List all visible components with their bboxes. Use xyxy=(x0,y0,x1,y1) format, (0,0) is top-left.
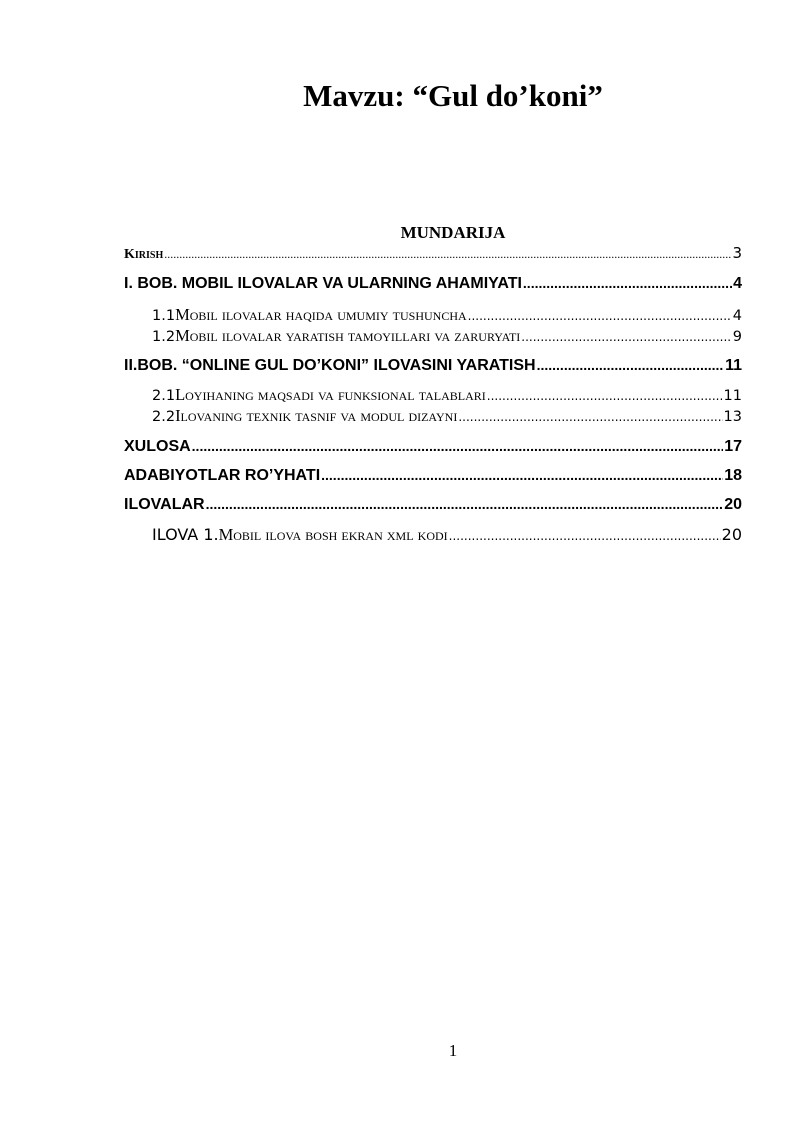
toc-page-number: 9 xyxy=(732,329,742,345)
toc-entry-chapter-2[interactable] xyxy=(124,354,742,377)
toc-page-number: 18 xyxy=(724,467,742,484)
toc-entry-text: Ilovaning texnik tasnif va modul dizayni xyxy=(175,406,458,425)
toc-entry-section-1-2[interactable] xyxy=(152,325,742,348)
toc-page-number: 20 xyxy=(724,496,742,513)
toc-dot-leader xyxy=(537,354,724,376)
toc-page-number: 4 xyxy=(732,308,742,324)
toc-entry-kirish[interactable] xyxy=(124,242,742,266)
toc-entry-chapter-1[interactable] xyxy=(124,272,742,295)
toc-dot-leader xyxy=(206,493,724,515)
toc-entry-text: Mobil ilovalar haqida umumiy tushuncha xyxy=(175,305,467,324)
page-number: 1 xyxy=(448,1041,458,1060)
toc-dot-leader xyxy=(192,435,724,457)
toc-dot-leader xyxy=(487,385,723,407)
toc-page-number: 13 xyxy=(723,409,742,425)
toc-entry-section-2-1[interactable] xyxy=(152,384,742,407)
toc-dot-leader xyxy=(449,525,721,547)
toc-dot-leader xyxy=(458,406,722,428)
toc-entry-ilova-1[interactable] xyxy=(152,524,742,547)
toc-entry-text: II.BOB. “ONLINE GUL DO’KONI” ILOVASINI YARATISH xyxy=(124,357,536,374)
toc-entry-section-1-1[interactable] xyxy=(152,304,742,327)
toc-dot-leader xyxy=(521,326,731,348)
toc-entry-ilovalar[interactable] xyxy=(124,493,742,516)
toc-page-number: 11 xyxy=(725,357,742,374)
toc-entry-adabiyotlar[interactable] xyxy=(124,464,742,487)
toc-entry-prefix: 2.2 xyxy=(152,409,176,425)
toc-dot-leader xyxy=(468,305,732,327)
document-title: Mavzu: “Gul do’koni” xyxy=(303,78,603,113)
toc-entry-text: Kirish xyxy=(124,247,164,262)
toc-page-number: 17 xyxy=(724,438,742,455)
toc-entry-text: XULOSA xyxy=(124,438,191,455)
toc-heading: MUNDARIJA xyxy=(400,223,506,242)
toc-entry-prefix: 1.2 xyxy=(152,329,176,345)
toc-dot-leader xyxy=(164,243,731,265)
toc-entry-text: Loyihaning maqsadi va funksional talablari xyxy=(175,385,486,404)
toc-dot-leader xyxy=(523,272,732,294)
toc-entry-prefix: 2.1 xyxy=(152,388,176,404)
toc-page-number: 4 xyxy=(733,275,742,292)
toc-entry-text: Mobil ilovalar yaratish tamoyillari va zaruryati xyxy=(175,326,521,345)
toc-entry-text: ILOVALAR xyxy=(124,496,205,513)
toc-entry-prefix: 1.1 xyxy=(152,308,176,324)
toc-entry-text: ADABIYOTLAR RO’YHATI xyxy=(124,467,321,484)
toc-page-number: 20 xyxy=(721,525,742,544)
toc-entry-text: Mobil ilova bosh ekran xml kodi xyxy=(218,525,448,544)
toc-dot-leader xyxy=(321,464,723,486)
toc-entry-section-2-2[interactable] xyxy=(152,405,742,428)
toc-page-number: 3 xyxy=(732,244,742,262)
toc-page-number: 11 xyxy=(723,388,742,404)
toc-entry-xulosa[interactable] xyxy=(124,435,742,458)
toc-entry-text: I. BOB. MOBIL ILOVALAR VA ULARNING AHAMIYATI xyxy=(124,275,522,292)
toc-entry-prefix: ILOVA 1. xyxy=(152,525,219,544)
